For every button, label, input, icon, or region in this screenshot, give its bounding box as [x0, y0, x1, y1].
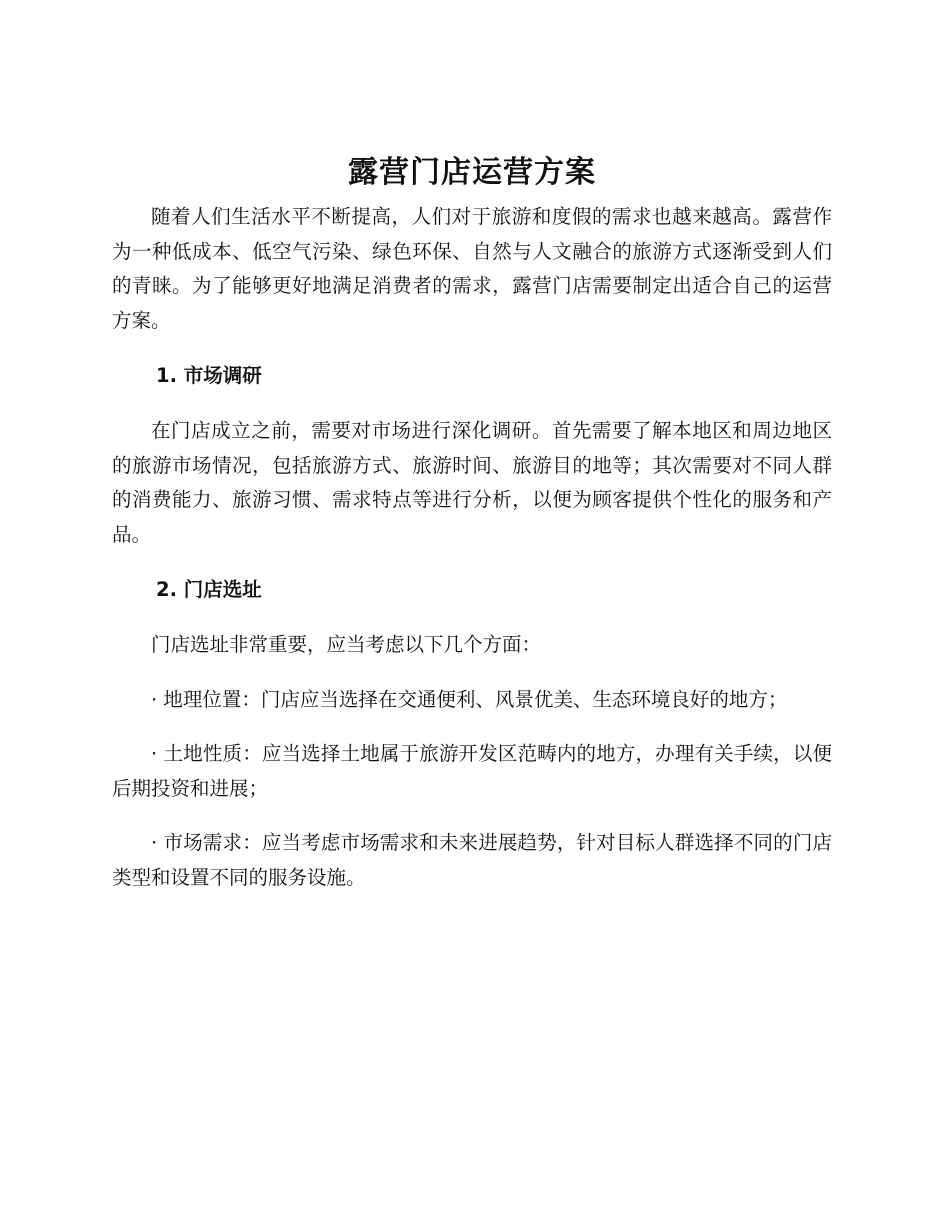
section-heading-market-research: 1. 市场调研 — [156, 364, 262, 387]
intro-paragraph: 随着人们生活水平不断提高，人们对于旅游和度假的需求也越来越高。露营作为一种低成本、低空气污染、绿色环保、自然与人文融合的旅游方式逐渐受到人们的青睐。为了能够更好地满足消费者的需求，露营门店需要制定出适合自己的运营方案。 — [112, 205, 832, 332]
bullet-land-nature: · 土地性质：应当选择土地属于旅游开发区范畴内的地方，办理有关手续，以便后期投资和进展； — [112, 742, 832, 800]
bullet-market-demand: · 市场需求：应当考虑市场需求和未来进展趋势，针对目标人群选择不同的门店类型和设置不同的服务设施。 — [112, 831, 832, 889]
document-title: 露营门店运营方案 — [348, 155, 596, 190]
section-heading-store-location: 2. 门店选址 — [156, 578, 262, 601]
store-location-intro: 门店选址非常重要，应当考虑以下几个方面： — [151, 633, 542, 656]
market-research-paragraph: 在门店成立之前，需要对市场进行深化调研。首先需要了解本地区和周边地区的旅游市场情况，包括旅游方式、旅游时间、旅游目的地等；其次需要对不同人群的消费能力、旅游习惯、需求特点等进行分析，以便为顾客提供个性化的服务和产品。 — [112, 419, 832, 546]
bullet-geographic-location: · 地理位置：门店应当选择在交通便利、风景优美、生态环境良好的地方； — [151, 687, 788, 711]
document-page — [112, 150, 832, 895]
